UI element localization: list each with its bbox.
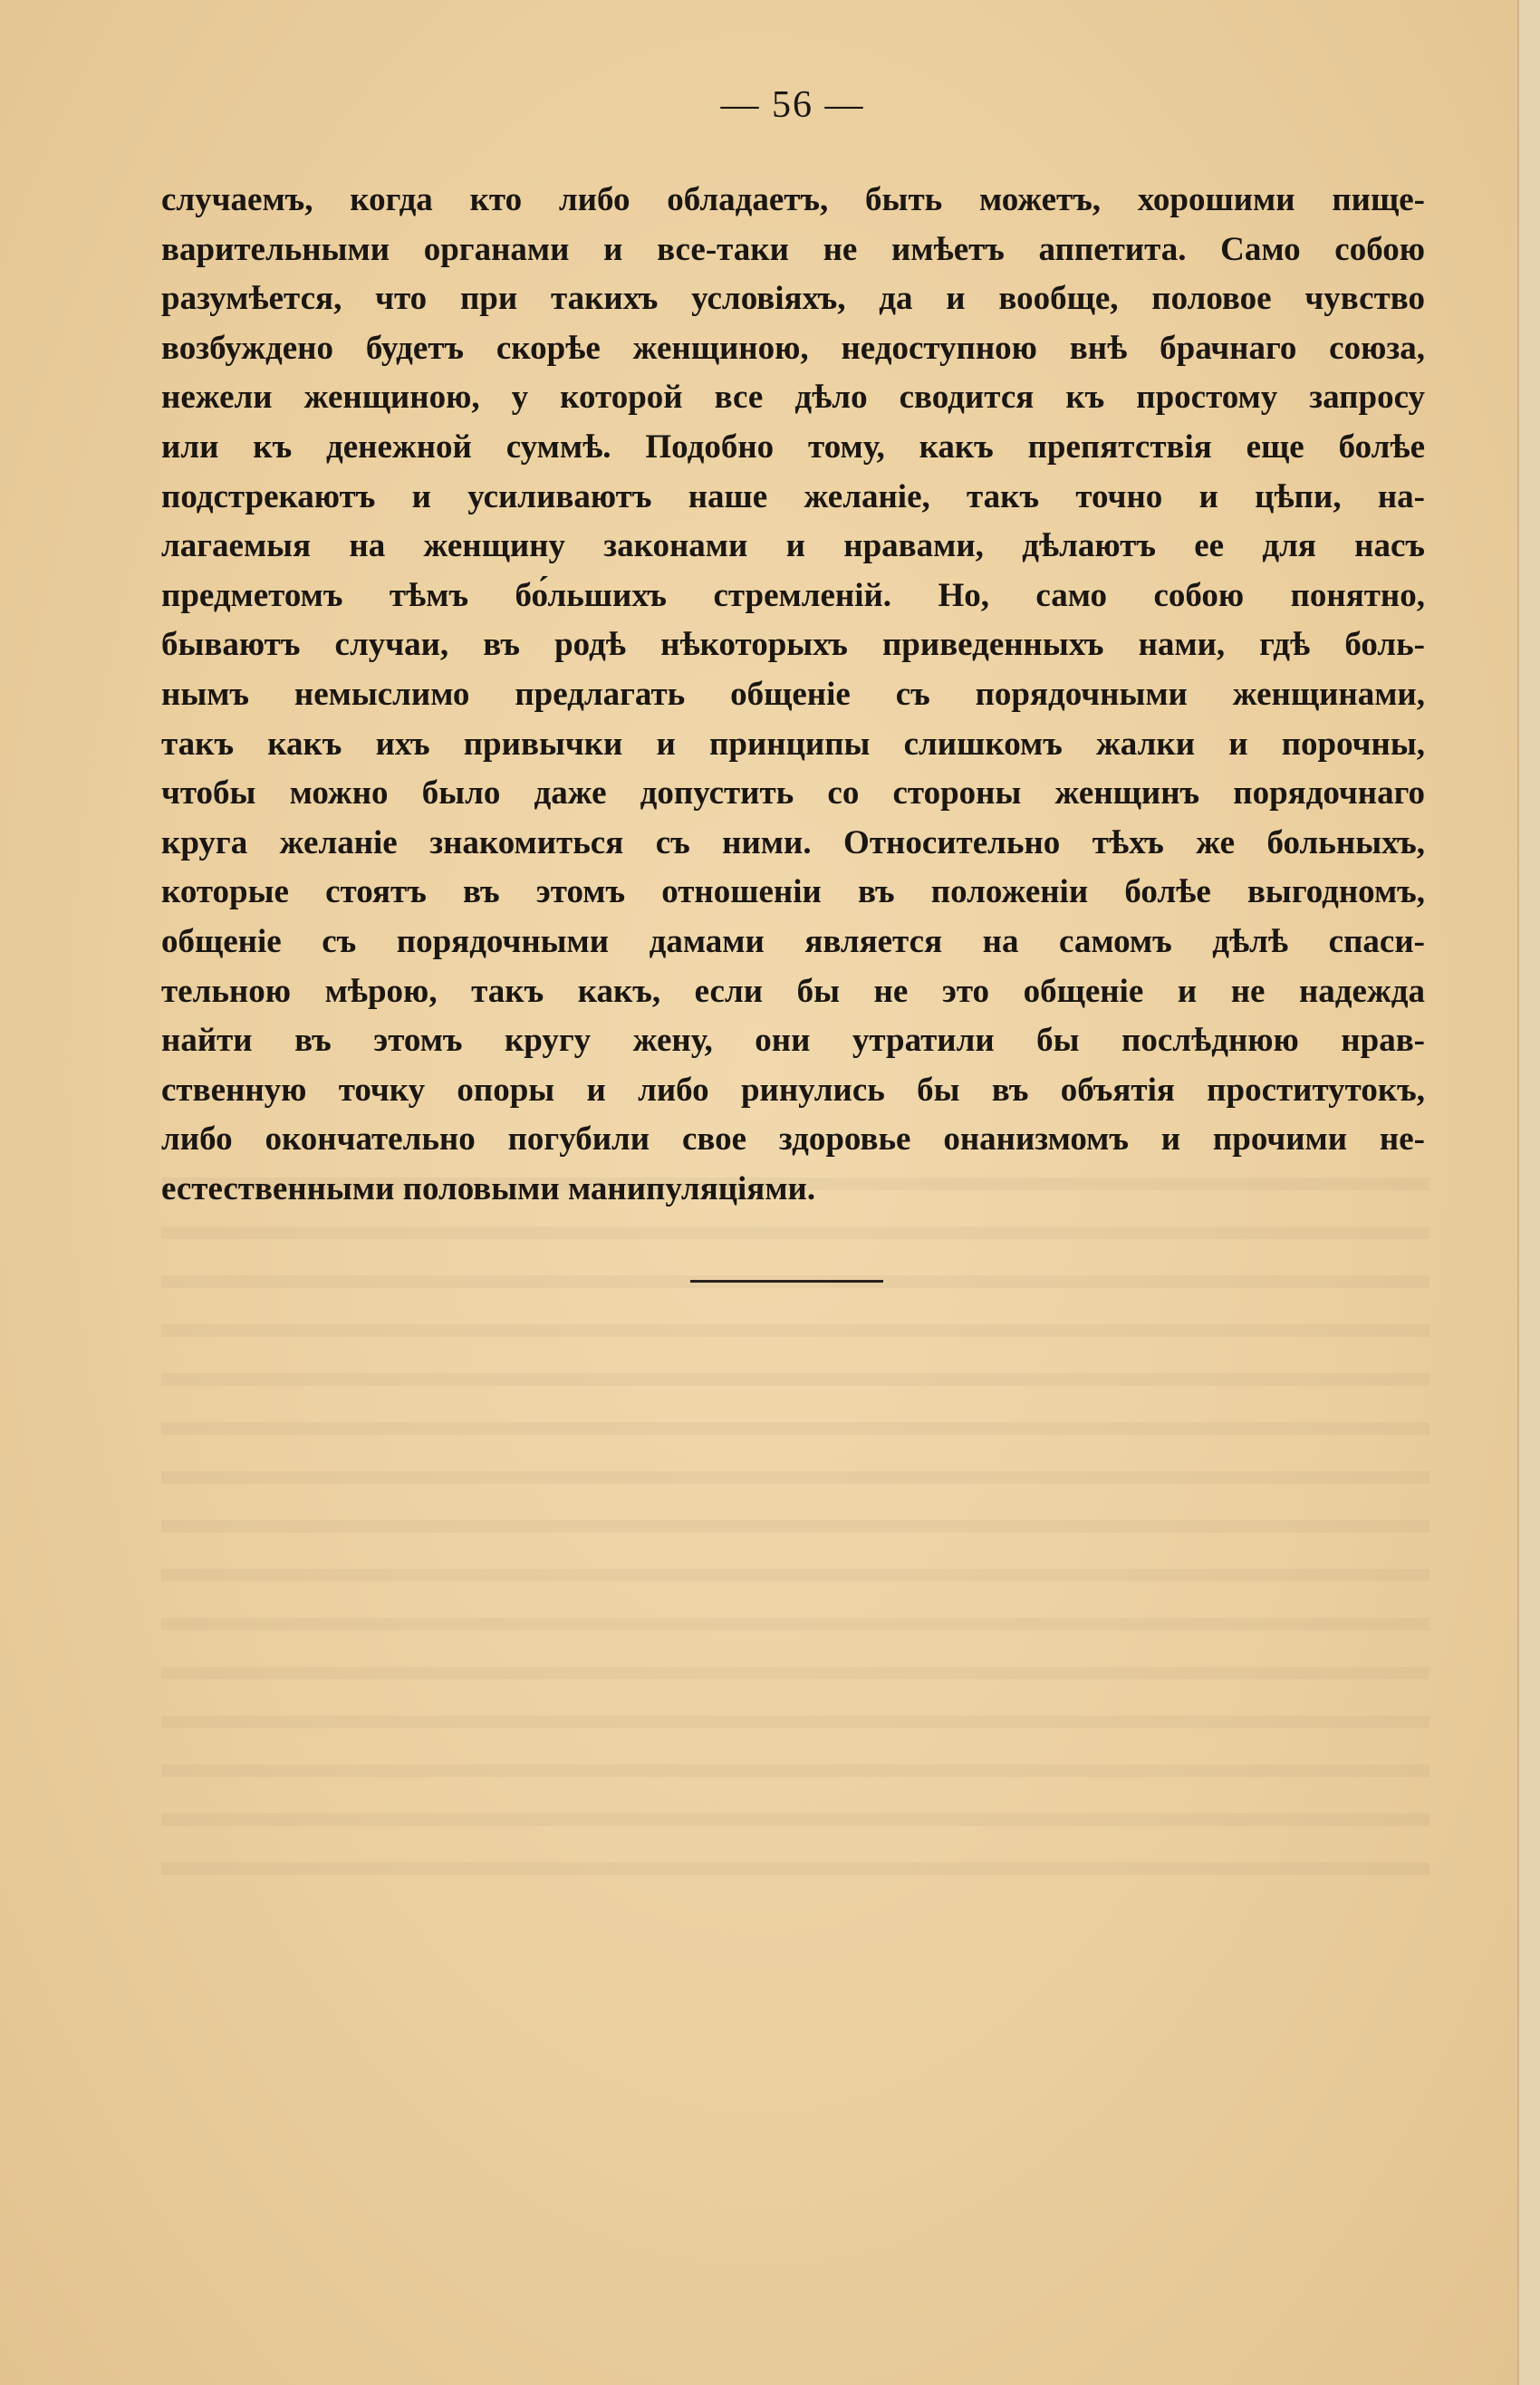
text-line: ственную точку опоры и либо ринулись бы въ объятія проститутокъ, bbox=[161, 1071, 1425, 1109]
text-line: нежели женщиною, у которой все дѣло сводится къ простому запросу bbox=[161, 379, 1425, 417]
text-line: такъ какъ ихъ привычки и принципы слишкомъ жалки и порочны, bbox=[161, 725, 1425, 763]
text-line: которые стоятъ въ этомъ отношеніи въ положеніи болѣе выгодномъ, bbox=[161, 873, 1425, 911]
show-through-texture bbox=[161, 1168, 1429, 1875]
text-line: естественными половыми манипуляціями. bbox=[161, 1169, 816, 1207]
text-line: общеніе съ порядочными дамами является на самомъ дѣлѣ спаси- bbox=[161, 922, 1425, 960]
text-line: круга желаніе знакомиться съ ними. Относительно тѣхъ же больныхъ, bbox=[161, 823, 1425, 861]
text-line: чтобы можно было даже допустить со стороны женщинъ порядочнаго bbox=[161, 774, 1425, 813]
text-line: найти въ этомъ кругу жену, они утратили бы послѣднюю нрав- bbox=[161, 1022, 1425, 1060]
page-edge bbox=[1517, 0, 1540, 2385]
page-number: — 56 — bbox=[720, 84, 865, 126]
text-line: либо окончательно погубили свое здоровье онанизмомъ и прочими не- bbox=[161, 1120, 1425, 1159]
text-line: разумѣется, что при такихъ условіяхъ, да и вообще, половое чувство bbox=[161, 280, 1425, 318]
section-divider bbox=[690, 1280, 883, 1283]
text-line: случаемъ, когда кто либо обладаетъ, быть можетъ, хорошими пище- bbox=[161, 181, 1425, 218]
body-paragraph bbox=[161, 176, 1425, 1214]
text-line: тельною мѣрою, такъ какъ, если бы не это общеніе и не надежда bbox=[161, 972, 1425, 1010]
text-line: варительными органами и все-таки не имѣетъ аппетита. Само собою bbox=[161, 230, 1425, 268]
text-line: лагаемыя на женщину законами и нравами, дѣлаютъ ее для насъ bbox=[161, 527, 1425, 565]
text-line: подстрекаютъ и усиливаютъ наше желаніе, такъ точно и цѣпи, на- bbox=[161, 477, 1425, 515]
text-line: или къ денежной суммѣ. Подобно тому, какъ препятствія еще болѣе bbox=[161, 428, 1425, 466]
text-line: возбуждено будетъ скорѣе женщиною, недоступною внѣ брачнаго союза, bbox=[161, 329, 1425, 367]
text-line: бываютъ случаи, въ родѣ нѣкоторыхъ приведенныхъ нами, гдѣ боль- bbox=[161, 626, 1425, 664]
text-line: предметомъ тѣмъ бо́льшихъ стремленій. Но, само собою понятно, bbox=[161, 576, 1425, 614]
text-line: нымъ немыслимо предлагать общеніе съ порядочными женщинами, bbox=[161, 675, 1425, 713]
